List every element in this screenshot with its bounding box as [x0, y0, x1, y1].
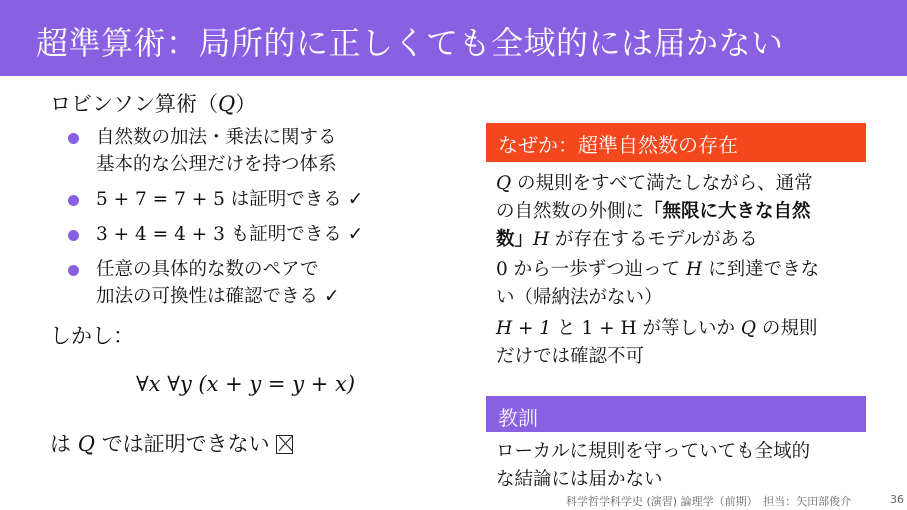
bullet-dot-icon: [68, 133, 79, 144]
check-icon: ✓: [324, 286, 340, 307]
lesson-paragraph: [496, 438, 866, 494]
slide-title: 超準算術：局所的に正しくても全域的には届かない: [36, 24, 784, 62]
check-icon: ✓: [347, 189, 364, 210]
p3-text: の規則: [756, 318, 818, 339]
title-bar: [0, 0, 907, 76]
bullet-text: 自然数の加法・乗法に関する: [96, 127, 337, 148]
p2-text: から一歩ずつ辿って: [507, 259, 687, 280]
bullet-item: [50, 221, 450, 248]
p3-text: が等しいか: [636, 318, 741, 339]
conclusion-math: Q: [77, 432, 95, 456]
bullet-text: も証明できる: [224, 224, 342, 245]
bullet-text: 任意の具体的な数のペアで: [96, 259, 319, 280]
lesson-header: [486, 396, 866, 432]
check-icon: ✓: [347, 224, 364, 245]
p3-math: Q: [740, 318, 757, 339]
bullet-text: 基本的な公理だけを持つ体系: [96, 154, 337, 175]
but-label: しかし：: [50, 324, 134, 348]
heading-text: ロビンソン算術（: [50, 92, 218, 116]
lesson-header-text: 教訓: [498, 406, 538, 430]
bullet-list: [50, 124, 450, 310]
bullet-dot-icon: [68, 230, 79, 241]
p1-math: Q: [496, 173, 512, 194]
p3-math: 1 + H: [581, 318, 637, 339]
why-header-text: なぜか：超準自然数の存在: [498, 133, 738, 157]
bullet-dot-icon: [68, 195, 79, 206]
p3-text: と: [551, 318, 582, 339]
unverifiable-paragraph: [496, 315, 866, 371]
bullet-math: 5 + 7 = 7 + 5: [96, 189, 225, 210]
bullet-item: [50, 186, 450, 213]
p1-text: が存在するモデルがある: [549, 229, 758, 250]
p1-bold: 数」: [496, 229, 534, 250]
bullet-math: 3 + 4 = 4 + 3: [96, 224, 225, 245]
p3-text: だけでは確認不可: [496, 346, 645, 367]
p2-math: H: [686, 259, 703, 280]
crossed-box-icon: [276, 435, 293, 454]
heading-close: ）: [235, 92, 257, 116]
p1-text: の自然数の外側に: [496, 201, 645, 222]
p2-math: 0: [496, 259, 508, 280]
lesson-text: ローカルに規則を守っていても全域的: [496, 441, 811, 462]
no-induction-paragraph: [496, 256, 866, 312]
conclusion-pre: は: [50, 432, 78, 456]
p2-text: に到達できな: [702, 259, 820, 280]
bullet-text: は証明できる: [224, 189, 342, 210]
conclusion-post: では証明できない: [94, 432, 270, 456]
p3-math: H + 1: [496, 318, 552, 339]
heading-math: Q: [218, 92, 236, 116]
p1-math: H: [533, 229, 550, 250]
bullet-dot-icon: [68, 265, 79, 276]
bullet-text: 加法の可換性は確認できる: [96, 286, 319, 307]
bullet-item: [50, 256, 450, 310]
conclusion-line: [50, 428, 293, 458]
bullet-item: [50, 124, 450, 178]
p2-text: い（帰納法がない）: [496, 287, 663, 308]
why-header: [486, 123, 866, 162]
nonstandard-model-paragraph: [496, 170, 866, 254]
lesson-text: な結論には届かない: [496, 469, 663, 490]
p1-text: の規則をすべて満たしながら、通常: [511, 173, 813, 194]
left-column: [50, 88, 450, 318]
robinson-heading: [50, 88, 450, 118]
commutativity-formula: ∀x ∀y (x + y = y + x): [136, 372, 356, 396]
p1-bold: 「無限に大きな自然: [644, 201, 811, 222]
page-number: 36: [890, 493, 904, 506]
footer-course: 科学哲学科学史 (演習) 論理学（前期） 担当：矢田部俊介: [566, 495, 852, 508]
